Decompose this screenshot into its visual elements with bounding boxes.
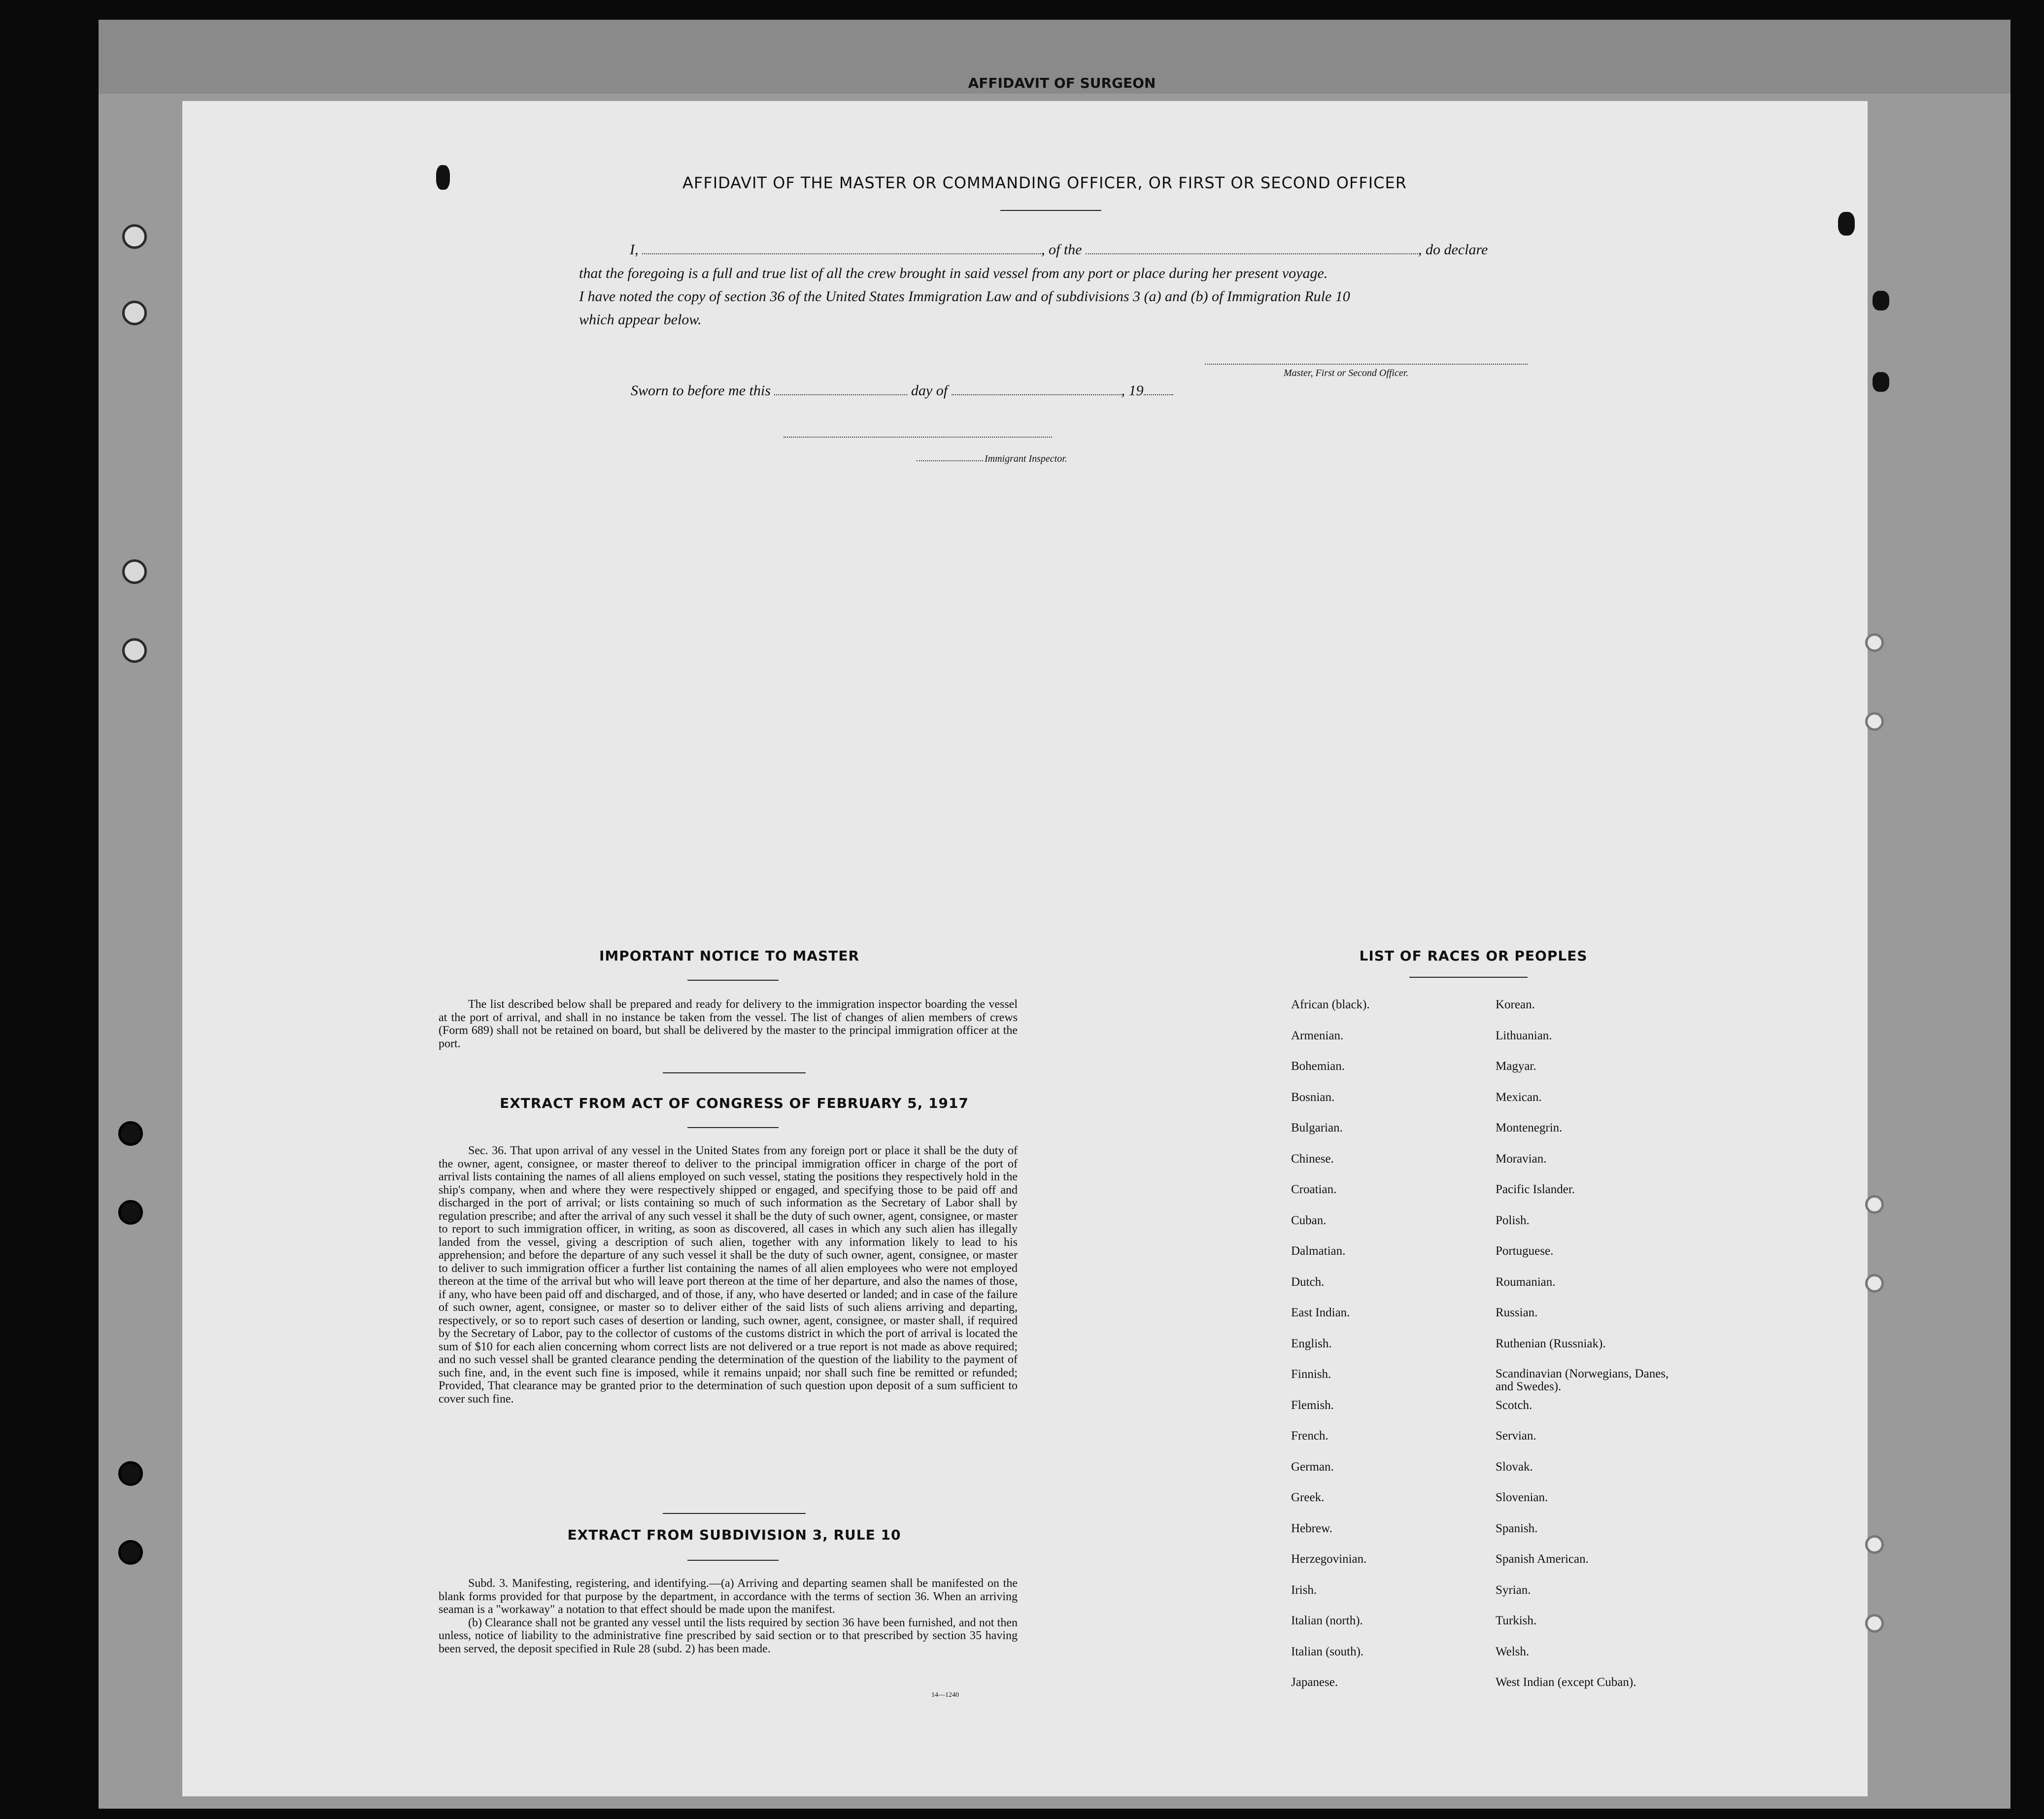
races-row — [1291, 1429, 1700, 1460]
declarant-label: I, — [630, 241, 639, 258]
race-item: Irish. — [1291, 1583, 1317, 1597]
binding-hole-icon — [1865, 633, 1884, 652]
races-row — [1291, 1614, 1700, 1645]
punch-mark-icon — [1838, 212, 1855, 236]
declare-label: , do declare — [1418, 241, 1488, 258]
race-item: Moravian. — [1496, 1152, 1547, 1166]
race-item: East Indian. — [1291, 1306, 1350, 1319]
races-row — [1291, 1244, 1700, 1275]
binding-hole-icon — [122, 224, 147, 249]
inspector-signature-field[interactable] — [784, 437, 1052, 438]
binding-hole-icon — [118, 1540, 143, 1565]
title-rule — [1000, 210, 1101, 211]
act-title: EXTRACT FROM ACT OF CONGRESS OF FEBRUARY 5, 1917 — [500, 1095, 969, 1111]
affidavit-line-2: that the foregoing is a full and true list of all the crew brought in said vessel from any port or place during her present voyage. — [579, 265, 1328, 281]
affidavit-line-1 — [630, 241, 1488, 258]
races-row — [1291, 1368, 1700, 1399]
races-row — [1291, 1399, 1700, 1430]
race-item: French. — [1291, 1429, 1329, 1442]
race-item: Flemish. — [1291, 1398, 1334, 1412]
races-row — [1291, 1306, 1700, 1337]
race-item: Mexican. — [1496, 1090, 1542, 1104]
binding-hole-icon — [122, 638, 147, 663]
notice-end-rule — [663, 1072, 806, 1073]
binding-hole-icon — [1865, 712, 1884, 731]
binding-hole-icon — [122, 559, 147, 584]
race-item: Cuban. — [1291, 1213, 1327, 1227]
races-row — [1291, 1214, 1700, 1245]
race-item: Roumanian. — [1496, 1275, 1556, 1289]
race-item: Armenian. — [1291, 1029, 1344, 1042]
declarant-name-field[interactable] — [642, 253, 1041, 254]
back-sheet-title: AFFIDAVIT OF SURGEON — [968, 75, 1156, 91]
race-item: Portuguese. — [1496, 1244, 1554, 1258]
notice-text: The list described below shall be prepared and ready for delivery to the immigration inspector boarding the vessel at the port of arrival, and shall in no instance be taken from the vessel. The list of changes of alien members of crews (Form 689) shall not be retained on board, but shall be delivered by the master to the principal immigration officer at the port. — [439, 998, 1018, 1050]
races-row — [1291, 1091, 1700, 1122]
race-item: Montenegrin. — [1496, 1121, 1563, 1134]
races-row — [1291, 1552, 1700, 1583]
races-row — [1291, 1275, 1700, 1306]
sworn-line — [631, 382, 1173, 399]
inspector-caption: Immigrant Inspector. — [985, 453, 1067, 464]
race-item: Chinese. — [1291, 1152, 1334, 1166]
notice-title: IMPORTANT NOTICE TO MASTER — [599, 948, 860, 964]
race-item: Dutch. — [1291, 1275, 1325, 1289]
races-row — [1291, 1183, 1700, 1214]
race-item: Croatian. — [1291, 1183, 1337, 1196]
race-item: Ruthenian (Russniak). — [1496, 1337, 1606, 1350]
act-end-rule — [663, 1513, 806, 1514]
binding-hole-icon — [1865, 1614, 1884, 1633]
rule-text-a: Subd. 3. Manifesting, registering, and identifying.—(a) Arriving and departing seamen shall be manifested on the blank forms provided for that purpose by the department, in accordance with the terms of section 36. When an arriving seaman is a "workaway" a notation to that effect should be made upon the manifest. — [439, 1577, 1018, 1616]
race-item: Scotch. — [1496, 1398, 1533, 1412]
race-item: Polish. — [1496, 1213, 1530, 1227]
races-row — [1291, 1676, 1700, 1707]
sworn-year-field[interactable] — [1144, 394, 1173, 395]
year-label: , 19 — [1121, 382, 1144, 399]
race-item: Hebrew. — [1291, 1521, 1332, 1535]
binding-hole-icon — [118, 1200, 143, 1225]
races-row — [1291, 1583, 1700, 1614]
races-list — [1291, 998, 1700, 1707]
rule-title-rule — [687, 1560, 779, 1561]
day-of-label: day of — [911, 382, 948, 399]
race-item: Finnish. — [1291, 1368, 1331, 1381]
races-row — [1291, 1491, 1700, 1522]
races-row — [1291, 1460, 1700, 1491]
master-caption: Master, First or Second Officer. — [1284, 368, 1409, 378]
binding-hole-icon — [118, 1121, 143, 1146]
vessel-name-field[interactable] — [1086, 253, 1418, 254]
race-item: Spanish. — [1496, 1521, 1538, 1535]
race-item: Dalmatian. — [1291, 1244, 1346, 1258]
race-item: Scandinavian (Norwegians, Danes, and Swedes). — [1496, 1367, 1669, 1393]
sworn-day-field[interactable] — [774, 394, 907, 395]
race-item: Herzegovinian. — [1291, 1552, 1367, 1566]
notice-rule — [687, 980, 779, 981]
races-row — [1291, 1645, 1700, 1676]
rule-title: EXTRACT FROM SUBDIVISION 3, RULE 10 — [567, 1527, 901, 1543]
affidavit-line-4: which appear below. — [579, 311, 702, 328]
affidavit-line-3: I have noted the copy of section 36 of the United States Immigration Law and of subdivisions 3 (a) and (b) of Immigration Rule 10 — [579, 288, 1350, 305]
race-item: Lithuanian. — [1496, 1029, 1552, 1042]
race-item: Italian (south). — [1291, 1645, 1364, 1658]
sworn-label: Sworn to before me this — [631, 382, 771, 399]
races-rule — [1409, 977, 1528, 978]
act-body — [439, 1144, 1018, 1406]
races-row — [1291, 1060, 1700, 1091]
punch-mark-icon — [1873, 372, 1889, 392]
sworn-month-field[interactable] — [952, 394, 1122, 395]
races-row — [1291, 1522, 1700, 1553]
race-item: Servian. — [1496, 1429, 1536, 1442]
affidavit-title: AFFIDAVIT OF THE MASTER OR COMMANDING OFFICER, OR FIRST OR SECOND OFFICER — [682, 173, 1407, 192]
binding-hole-icon — [1865, 1195, 1884, 1214]
races-row — [1291, 1152, 1700, 1183]
binding-hole-icon — [1865, 1274, 1884, 1293]
race-item: Bulgarian. — [1291, 1121, 1343, 1134]
binding-hole-icon — [118, 1461, 143, 1486]
race-item: Bohemian. — [1291, 1060, 1345, 1073]
race-item: Turkish. — [1496, 1614, 1537, 1627]
punch-mark-icon — [1873, 291, 1889, 310]
race-item: Greek. — [1291, 1491, 1325, 1504]
binding-hole-icon — [1865, 1535, 1884, 1554]
vessel-label: , of the — [1041, 241, 1082, 258]
binding-hole-icon — [122, 301, 147, 325]
race-item: Slovak. — [1496, 1460, 1533, 1474]
notice-body — [439, 998, 1018, 1050]
race-item: Slovenian. — [1496, 1491, 1548, 1504]
inspector-signature-field-short[interactable] — [917, 460, 983, 461]
race-item: Magyar. — [1496, 1060, 1536, 1073]
race-item: Syrian. — [1496, 1583, 1531, 1597]
race-item: Welsh. — [1496, 1645, 1530, 1658]
act-text: Sec. 36. That upon arrival of any vessel in the United States from any foreign port or place it shall be the duty of the owner, agent, consignee, or master thereof to deliver to the principal immigration officer in charge of the port of arrival lists containing the names of all aliens employed on such vessel, stating the positions they respectively hold in the ship's company, when and where they were respectively shipped or engaged, and specifying those to be paid off and discharged in the port of arrival; or lists containing so much of such information as the Secretary of Labor shall by regulation prescribe; and after the arrival of any such vessel it shall be the duty of such owner, agent, consignee, or master to report to such immigration officer, in writing, as soon as discovered, all cases in which any such alien has illegally landed from the vessel, giving a description of such alien, together with any information likely to lead to his apprehension; and before the departure of any such vessel it shall be the duty of such owner, agent, consignee, or master to deliver to such immigration officer a further list containing the names of all alien employees who were not employed thereon at the time of the arrival but who will leave port thereon at the time of her departure, and also the names of those, if any, who have been paid off and discharged, and of those, if any, who have deserted or landed; and in case of the failure of such owner, agent, consignee, or master so to deliver either of the said lists of such aliens arriving and departing, respectively, or so to report such cases of desertion or landing, such owner, agent, consignee, or master shall, if required by the Secretary of Labor, pay to the collector of customs of the customs district in which the port of arrival is located the sum of $10 for each alien concerning whom correct lists are not delivered or a true report is not made as above required; and no such vessel shall be granted clearance pending the determination of the question of the liability to the payment of such fine, and, in the event such fine is imposed, while it remains unpaid; nor shall such fine be remitted or refunded; Provided, That clearance may be granted prior to the determination of such question upon deposit of a sum sufficient to cover such fine. — [439, 1144, 1018, 1406]
race-item: Korean. — [1496, 998, 1535, 1011]
act-rule — [687, 1127, 779, 1128]
form-number: 14—1240 — [931, 1691, 959, 1699]
race-item: Pacific Islander. — [1496, 1183, 1575, 1196]
race-item: Japanese. — [1291, 1676, 1338, 1689]
races-row — [1291, 1121, 1700, 1152]
race-item: Russian. — [1496, 1306, 1538, 1319]
race-item: Spanish American. — [1496, 1552, 1589, 1566]
race-item: English. — [1291, 1337, 1332, 1350]
rule-text-b: (b) Clearance shall not be granted any vessel until the lists required by section 36 have been furnished, and not then unless, notice of liability to the administrative fine prescribed by said section or to that prescribed by section 35 having been served, the deposit specified in Rule 28 (subd. 2) has been made. — [439, 1616, 1018, 1655]
punch-mark-icon — [436, 165, 450, 190]
race-item: Italian (north). — [1291, 1614, 1363, 1627]
races-row — [1291, 1337, 1700, 1368]
master-signature-field[interactable] — [1205, 364, 1528, 365]
race-item: German. — [1291, 1460, 1334, 1474]
race-item: African (black). — [1291, 998, 1370, 1011]
race-item: West Indian (except Cuban). — [1496, 1676, 1636, 1689]
races-title: LIST OF RACES OR PEOPLES — [1359, 948, 1588, 964]
rule-body — [439, 1577, 1018, 1655]
races-row — [1291, 1029, 1700, 1060]
race-item: Bosnian. — [1291, 1090, 1335, 1104]
races-row — [1291, 998, 1700, 1029]
